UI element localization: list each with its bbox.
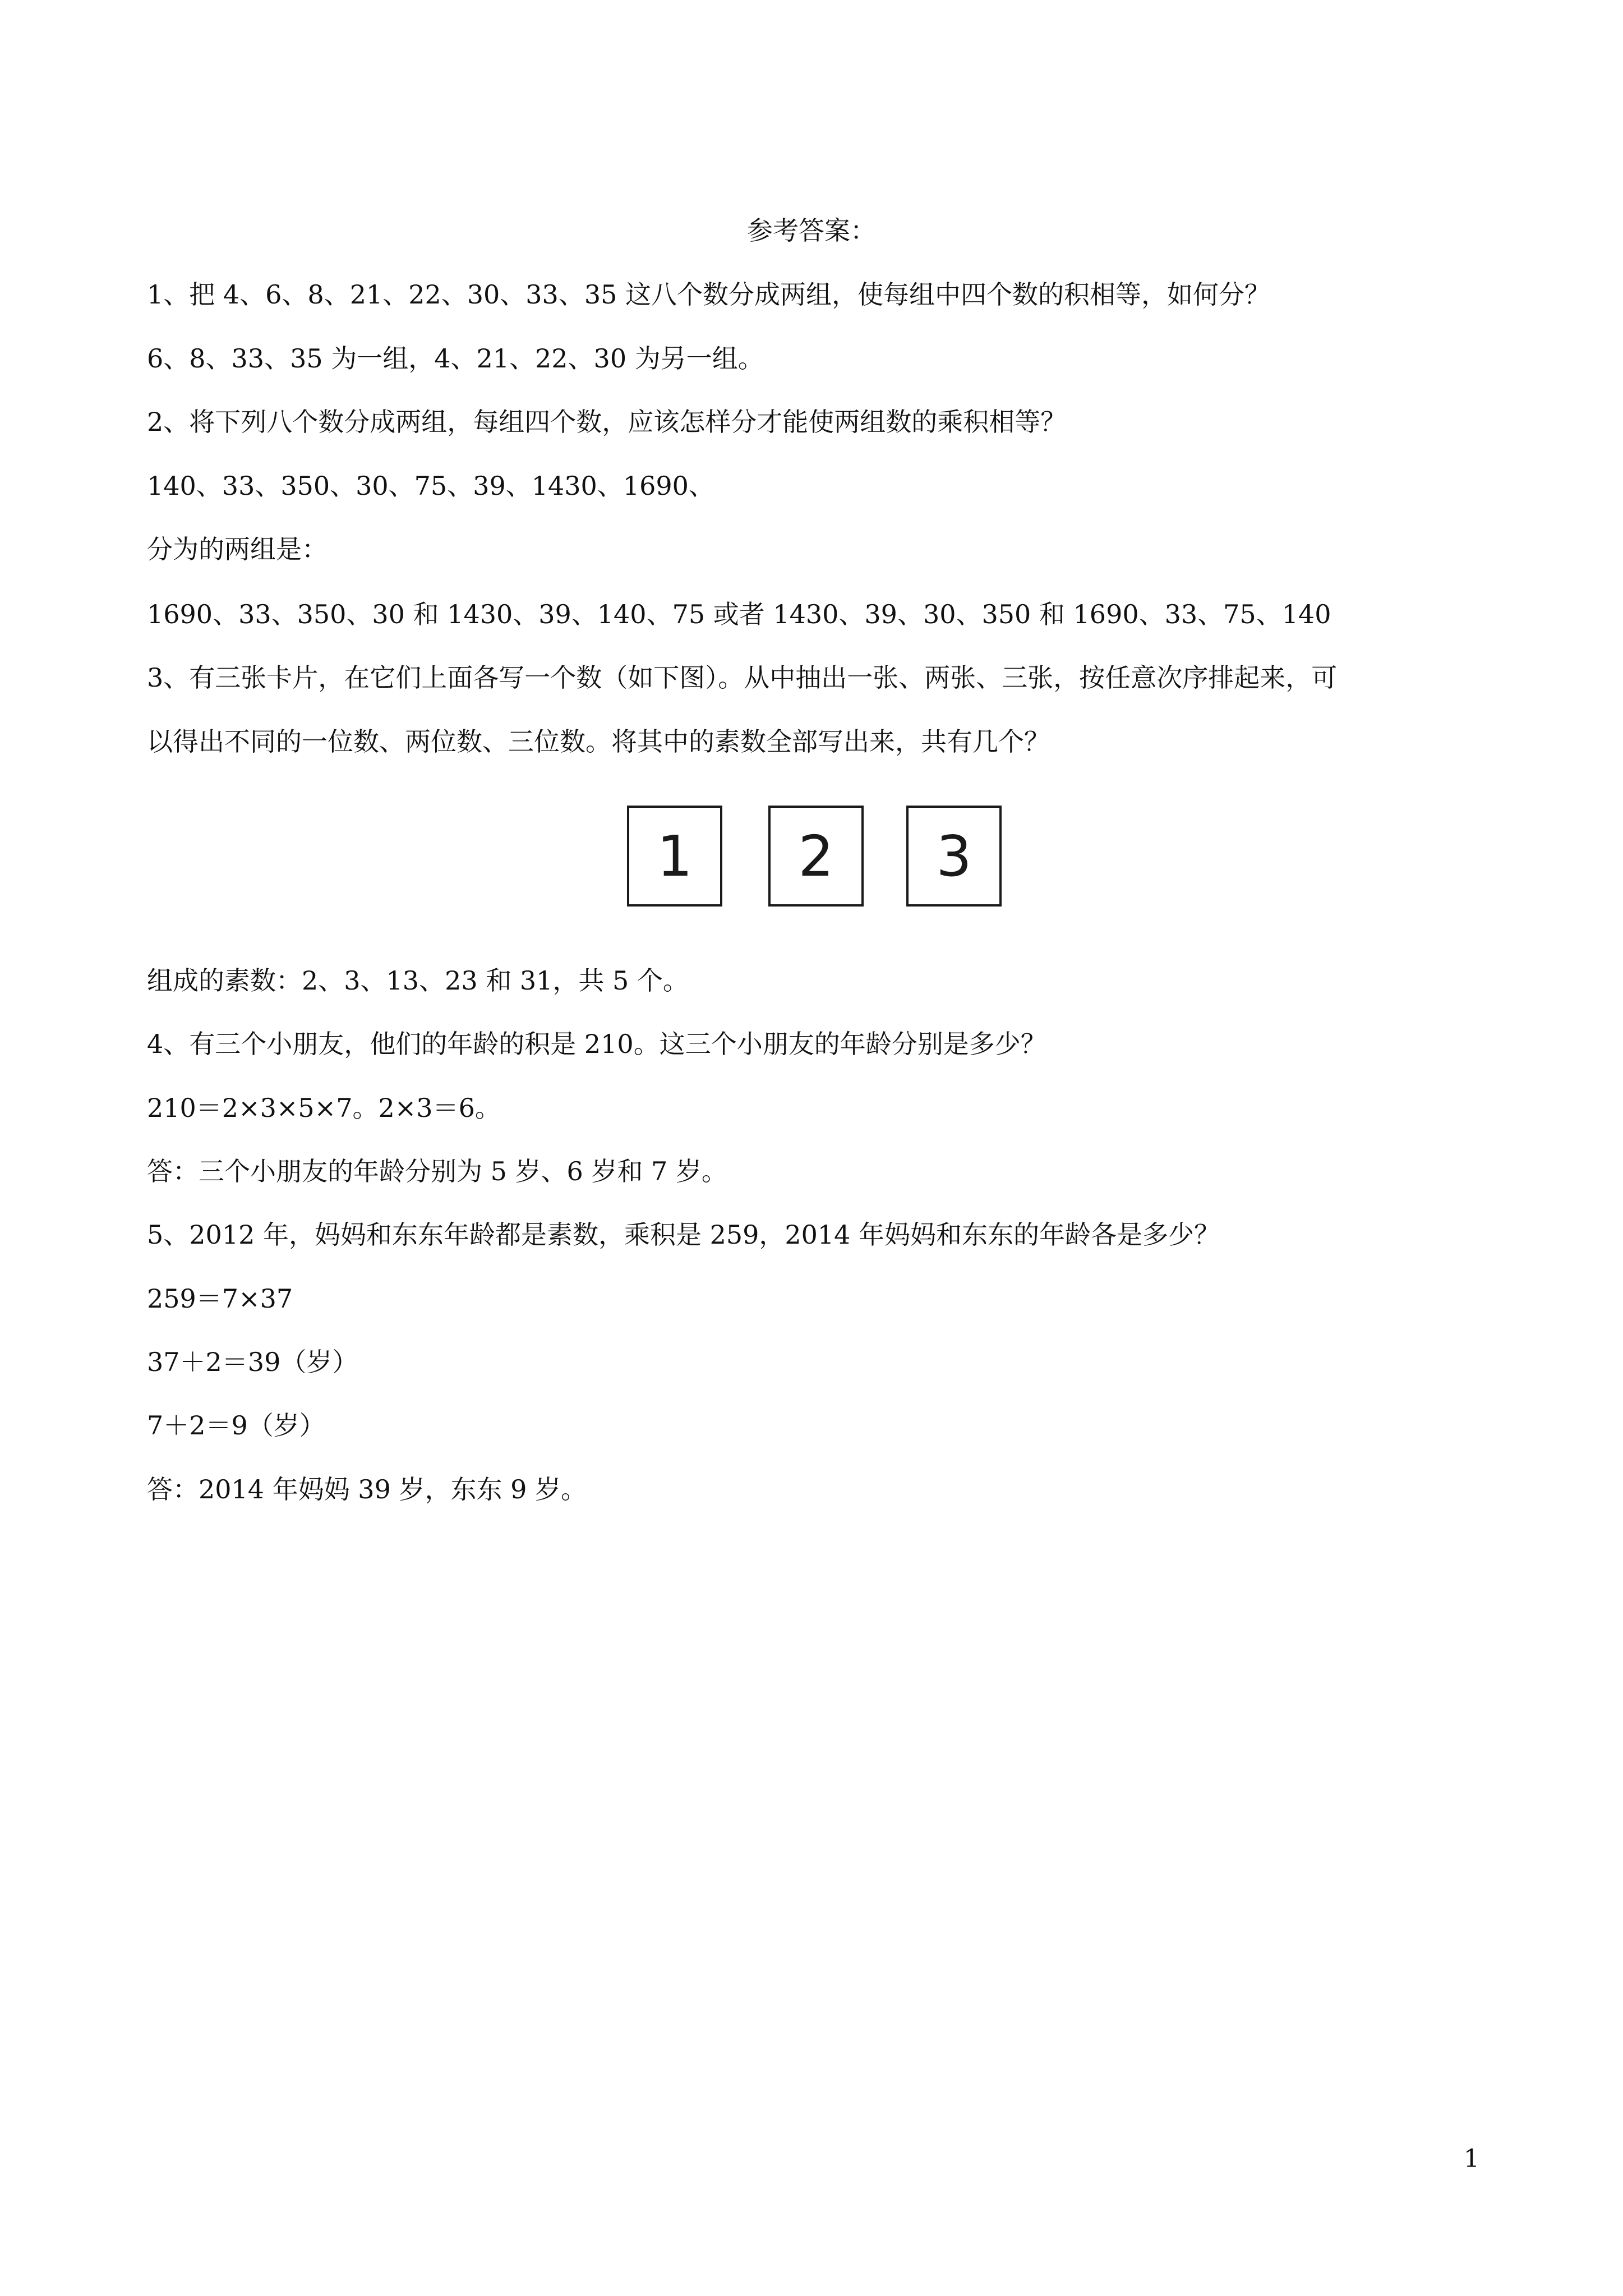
question-5: 5、2012 年，妈妈和东东年龄都是素数，乘积是 259，2014 年妈妈和东东的年龄各是多少？	[147, 1220, 1220, 1250]
answer-2-intro: 分为的两组是：	[147, 534, 328, 564]
answer-5-calculation-3: 7＋2＝9（岁）	[147, 1410, 325, 1441]
question-4: 4、有三个小朋友，他们的年龄的积是 210。这三个小朋友的年龄分别是多少？	[147, 1029, 1046, 1059]
number-cards	[627, 806, 1008, 910]
answer-5-calculation-1: 259＝7×37	[147, 1283, 293, 1314]
question-3-line-2: 以得出不同的一位数、两位数、三位数。将其中的素数全部写出来，共有几个？	[147, 726, 1050, 757]
answer-4: 答：三个小朋友的年龄分别为 5 岁、6 岁和 7 岁。	[147, 1156, 727, 1186]
number-card: 3	[906, 806, 1002, 907]
number-card: 1	[627, 806, 722, 907]
question-3-line-1: 3、有三张卡片，在它们上面各写一个数（如下图）。从中抽出一张、两张、三张，按任意次序排起来，可	[147, 662, 1338, 693]
number-card: 2	[768, 806, 864, 907]
answer-5-calculation-2: 37＋2＝39（岁）	[147, 1347, 358, 1377]
question-2: 2、将下列八个数分成两组，每组四个数，应该怎样分才能使两组数的乘积相等？	[147, 407, 1067, 437]
question-2-numbers: 140、33、350、30、75、39、1430、1690、	[147, 471, 714, 501]
page-number: 1	[1464, 2145, 1479, 2173]
answer-5: 答：2014 年妈妈 39 岁，东东 9 岁。	[147, 1474, 587, 1504]
answer-4-calculation: 210＝2×3×5×7。2×3＝6。	[147, 1093, 501, 1123]
answer-1: 6、8、33、35 为一组，4、21、22、30 为另一组。	[147, 343, 764, 374]
question-1: 1、把 4、6、8、21、22、30、33、35 这八个数分成两组，使每组中四个数的积相等，如何分？	[147, 279, 1270, 310]
page-title: 参考答案：	[747, 215, 876, 246]
answer-3: 组成的素数：2、3、13、23 和 31，共 5 个。	[147, 965, 689, 996]
answer-2: 1690、33、350、30 和 1430、39、140、75 或者 1430、39、30、350 和 1690、33、75、140	[147, 599, 1331, 629]
